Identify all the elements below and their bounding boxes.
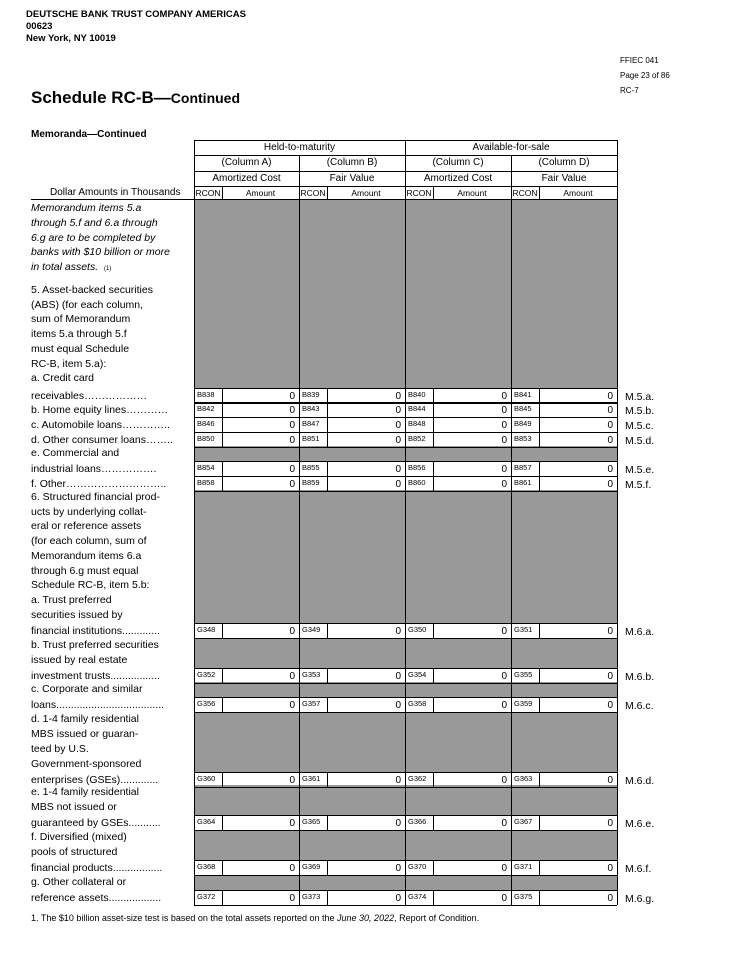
grid-hline: [194, 491, 617, 492]
grid-vline: [222, 772, 223, 787]
grid-hline: [194, 712, 617, 713]
grid-vline: [433, 697, 434, 712]
grid-vline: [222, 697, 223, 712]
amount-field[interactable]: 0: [289, 775, 295, 786]
grid-vline: [539, 668, 540, 683]
intro-line-5: [31, 260, 111, 277]
amount-field[interactable]: 0: [501, 479, 507, 490]
rcon-code: B847: [302, 419, 320, 428]
rcon-code: B844: [408, 404, 426, 413]
rcon-code: B849: [514, 419, 532, 428]
rcon-code: G366: [408, 817, 427, 826]
item-reference: M.5.d.: [625, 435, 655, 447]
grid-hline: [194, 890, 617, 891]
schedule-title: Schedule RC-B—: [31, 88, 171, 107]
amount-field[interactable]: 0: [395, 863, 401, 874]
bank-name: DEUTSCHE BANK TRUST COMPANY AMERICAS: [26, 9, 246, 20]
grid-hline: [194, 417, 617, 418]
col-b-header: (Column B): [326, 157, 378, 168]
grid-hline: [194, 830, 617, 831]
amount-field[interactable]: 0: [289, 464, 295, 475]
grid-vline: [539, 890, 540, 905]
rcon-code: G373: [302, 892, 321, 901]
item5-line-6: RC-B, item 5.a):: [31, 357, 107, 370]
item6-line-4: (for each column, sum of: [31, 535, 147, 548]
item-reference: M.5.a.: [625, 391, 655, 403]
grid-hline: [194, 388, 617, 389]
grid-hline: [194, 476, 617, 477]
grid-vline: [327, 476, 328, 491]
amount-field[interactable]: 0: [501, 626, 507, 637]
footnote-date: June 30, 2022: [337, 913, 395, 923]
footnote-marker: (1): [103, 266, 112, 272]
rcon-code: G355: [514, 670, 533, 679]
rcon-code: G368: [197, 862, 216, 871]
amount-field[interactable]: 0: [289, 671, 295, 682]
item-reference: M.6.g.: [625, 893, 655, 905]
continued-label: Continued: [170, 90, 241, 106]
amount-field[interactable]: 0: [607, 420, 613, 431]
amount-field[interactable]: 0: [607, 626, 613, 637]
amount-field[interactable]: 0: [501, 671, 507, 682]
grid-vline: [539, 402, 540, 417]
grid-vline: [539, 623, 540, 638]
grid-hline: [194, 772, 617, 773]
rcon-code: G359: [514, 699, 533, 708]
item5-line-7: a. Credit card: [31, 372, 95, 385]
grid-vline: [327, 890, 328, 905]
page-number: Page 23 of 86: [620, 71, 670, 80]
col-b-amount: Amount: [351, 188, 381, 198]
rcon-code: B857: [514, 463, 532, 472]
item5-line-1: 5. Asset-backed securities: [31, 284, 153, 296]
rcon-code: B853: [514, 434, 532, 443]
row-label: loans.....................................: [31, 699, 165, 711]
grid-vline: [222, 402, 223, 417]
rcon-code: B859: [302, 478, 320, 487]
row-label: c. Automobile loans…………..: [31, 419, 170, 431]
grid-vline: [327, 388, 328, 403]
item5-line-2: (ABS) (for each column,: [31, 298, 144, 311]
label-m6d-1: d. 1-4 family residential: [31, 713, 139, 725]
amount-field[interactable]: 0: [395, 435, 401, 446]
afs-header: Available-for-sale: [472, 142, 550, 153]
rcon-code: G353: [302, 670, 321, 679]
label-m6d-2: MBS issued or guaran-: [31, 728, 139, 740]
amount-field[interactable]: 0: [289, 391, 295, 402]
amount-field[interactable]: 0: [395, 893, 401, 904]
intro-line-2: through 5.f and 6.a through: [31, 217, 158, 229]
page-title: [31, 88, 240, 108]
grid-vline: [539, 860, 540, 875]
footnote: [31, 913, 479, 923]
amount-field[interactable]: 0: [501, 391, 507, 402]
rcon-code: B852: [408, 434, 426, 443]
grid-hline: [194, 432, 617, 433]
row-label: b. Home equity lines…………: [31, 404, 169, 416]
grid-vline: [222, 860, 223, 875]
grid-vline: [511, 155, 512, 905]
grid-hline: [194, 623, 617, 624]
item5-line-4: items 5.a through 5.f: [31, 328, 127, 341]
grid-hline: [194, 815, 617, 816]
grid-hline: [194, 697, 617, 698]
row-label: guaranteed by GSEs...........: [31, 817, 161, 829]
label-m6b-2: issued by real estate: [31, 654, 128, 666]
rcon-code: G351: [514, 625, 533, 634]
col-d-amount: Amount: [563, 188, 593, 198]
grid-vline: [327, 668, 328, 683]
grid-vline: [327, 772, 328, 787]
amount-field[interactable]: 0: [289, 420, 295, 431]
col-d-rcon: RCON: [512, 188, 538, 198]
rcon-code: B839: [302, 390, 320, 399]
col-a-amount: Amount: [245, 188, 276, 198]
rcon-code: B841: [514, 390, 532, 399]
grid-hline: [194, 787, 617, 788]
rcon-code: G352: [197, 670, 216, 679]
col-b-subheader: Fair Value: [329, 173, 375, 184]
item-reference: M.6.a.: [625, 626, 655, 638]
grid-hline: [194, 461, 617, 462]
rcon-code: B838: [197, 390, 215, 399]
grid-vline: [327, 860, 328, 875]
row-label: f. Other………………………..: [31, 478, 167, 490]
item-reference: M.5.c.: [625, 420, 654, 432]
rc-code: RC-7: [620, 86, 639, 95]
label-m6e-1: e. 1-4 family residential: [31, 786, 139, 798]
grid-vline: [222, 623, 223, 638]
item6-line-7: Schedule RC-B, item 5.b:: [31, 579, 150, 592]
col-d-subheader: Fair Value: [541, 173, 587, 184]
amount-field[interactable]: 0: [501, 420, 507, 431]
label-m6d-4: Government-sponsored: [31, 758, 142, 770]
amount-field[interactable]: 0: [501, 818, 507, 829]
row-label: investment trusts.................: [31, 670, 160, 682]
item6-line-9: securities issued by: [31, 608, 123, 621]
amount-field[interactable]: 0: [395, 479, 401, 490]
grid-hline: [194, 402, 617, 403]
rcon-code: G357: [302, 699, 321, 708]
grid-vline: [539, 476, 540, 491]
col-a-rcon: RCON: [195, 188, 221, 198]
grid-vline: [327, 461, 328, 476]
item5-line-5: must equal Schedule: [31, 342, 130, 355]
grid-vline: [539, 815, 540, 830]
item-reference: M.6.b.: [625, 671, 655, 683]
row-label: d. Other consumer loans……..: [31, 434, 173, 446]
amount-field[interactable]: 0: [607, 391, 613, 402]
item6-line-3: eral or reference assets: [31, 520, 142, 533]
label-m5e-head: e. Commercial and: [31, 447, 120, 459]
grid-vline: [539, 461, 540, 476]
label-m6b-1: b. Trust preferred securities: [31, 639, 159, 651]
grid-vline: [539, 388, 540, 403]
rcon-code: G350: [408, 625, 427, 634]
col-c-header: (Column C): [432, 157, 484, 168]
item-reference: M.6.d.: [625, 775, 655, 787]
grid-hline: [194, 447, 617, 448]
rcon-code: B861: [514, 478, 532, 487]
rcon-code: B850: [197, 434, 215, 443]
rcon-code: G372: [197, 892, 216, 901]
rcon-code: G354: [408, 670, 427, 679]
item6-line-2: ucts by underlying collat-: [31, 505, 147, 518]
amount-field[interactable]: 0: [395, 818, 401, 829]
rcon-code: G348: [197, 625, 216, 634]
rcon-code: G369: [302, 862, 321, 871]
amount-field[interactable]: 0: [395, 391, 401, 402]
amount-field[interactable]: 0: [395, 405, 401, 416]
rcon-code: G349: [302, 625, 321, 634]
rcon-code: G362: [408, 774, 427, 783]
rcon-code: G356: [197, 699, 216, 708]
rcon-code: B858: [197, 478, 215, 487]
rcon-code: G358: [408, 699, 427, 708]
grid-vline: [222, 476, 223, 491]
row-label: financial institutions.............: [31, 625, 160, 637]
rcon-code: B846: [197, 419, 215, 428]
grid-hline: [194, 683, 617, 684]
grid-vline: [327, 697, 328, 712]
col-c-subheader: Amortized Cost: [423, 173, 493, 184]
grid-vline: [433, 623, 434, 638]
grid-vline: [433, 186, 434, 200]
grid-hline: [194, 875, 617, 876]
grid-hline: [194, 638, 617, 639]
intro-line-4: banks with $10 billion or more: [31, 246, 170, 258]
amount-field[interactable]: 0: [607, 775, 613, 786]
grid-vline: [327, 417, 328, 432]
bank-header: [26, 9, 246, 45]
grid-vline: [433, 772, 434, 787]
item6-line-8: a. Trust preferred: [31, 593, 112, 606]
grid-vline: [194, 140, 195, 905]
label-m6f-1: f. Diversified (mixed): [31, 831, 127, 843]
grid-vline: [222, 186, 223, 200]
grid-vline: [327, 402, 328, 417]
amount-field[interactable]: 0: [501, 863, 507, 874]
grid-vline: [327, 815, 328, 830]
intro-line-1: Memorandum items 5.a: [31, 202, 142, 214]
rcon-code: G374: [408, 892, 427, 901]
amount-field[interactable]: 0: [607, 405, 613, 416]
amount-field[interactable]: 0: [607, 893, 613, 904]
amount-field[interactable]: 0: [501, 435, 507, 446]
amount-field[interactable]: 0: [395, 700, 401, 711]
label-m6g-1: g. Other collateral or: [31, 876, 127, 888]
grid-vline: [222, 388, 223, 403]
grid-vline: [539, 417, 540, 432]
footnote-end: , Report of Condition.: [394, 913, 480, 923]
grid-vline: [222, 668, 223, 683]
amount-field[interactable]: 0: [607, 435, 613, 446]
amount-field[interactable]: 0: [289, 893, 295, 904]
grid-vline: [433, 388, 434, 403]
rcon-code: B840: [408, 390, 426, 399]
row-label: enterprises (GSEs).............: [31, 774, 159, 786]
form-info: [620, 53, 670, 98]
grid-vline: [539, 432, 540, 447]
rcon-code: B855: [302, 463, 320, 472]
grid-hline: [194, 860, 617, 861]
grid-vline: [327, 186, 328, 200]
amount-field[interactable]: 0: [607, 479, 613, 490]
grid-vline: [433, 815, 434, 830]
amount-field[interactable]: 0: [607, 671, 613, 682]
item-reference: M.5.e.: [625, 464, 655, 476]
amount-field[interactable]: 0: [395, 775, 401, 786]
grid-vline: [433, 860, 434, 875]
item6-line-1: 6. Structured financial prod-: [31, 491, 160, 503]
col-a-subheader: Amortized Cost: [212, 173, 281, 184]
label-m6d-3: teed by U.S.: [31, 743, 89, 755]
grid-vline: [433, 890, 434, 905]
item-reference: M.6.e.: [625, 818, 655, 830]
rcon-code: G361: [302, 774, 321, 783]
bank-id: 00623: [26, 21, 53, 32]
label-m6f-2: pools of structured: [31, 846, 118, 858]
grid-vline: [539, 186, 540, 200]
rcon-code: B842: [197, 404, 215, 413]
grid-hline: [194, 668, 617, 669]
ffiec-form: FFIEC 041: [620, 56, 659, 65]
intro-line-3: 6.g are to be completed by: [31, 232, 156, 244]
item-reference: M.6.f.: [625, 863, 652, 875]
grid-hline: [194, 905, 617, 906]
amount-field[interactable]: 0: [395, 626, 401, 637]
dollar-amounts-label: Dollar Amounts in Thousands: [50, 187, 181, 198]
amount-field[interactable]: 0: [607, 818, 613, 829]
rcon-code: G375: [514, 892, 533, 901]
grid-vline: [617, 140, 618, 905]
label-m6e-2: MBS not issued or: [31, 801, 117, 813]
amount-field[interactable]: 0: [607, 863, 613, 874]
grid-vline: [327, 623, 328, 638]
grid-vline: [299, 155, 300, 905]
col-d-header: (Column D): [538, 157, 590, 168]
amount-field[interactable]: 0: [501, 464, 507, 475]
amount-field[interactable]: 0: [289, 626, 295, 637]
item-reference: M.5.f.: [625, 479, 652, 491]
rcon-code: G367: [514, 817, 533, 826]
grid-vline: [433, 476, 434, 491]
grid-vline: [405, 140, 406, 905]
grid-vline: [433, 402, 434, 417]
grid-vline: [539, 697, 540, 712]
htm-header: Held-to-maturity: [263, 142, 336, 153]
intro-line-5-text: in total assets.: [31, 261, 99, 273]
rcon-code: G370: [408, 862, 427, 871]
rcon-code: B843: [302, 404, 320, 413]
amount-field[interactable]: 0: [395, 420, 401, 431]
rcon-code: G363: [514, 774, 533, 783]
amount-field[interactable]: 0: [289, 700, 295, 711]
grid-vline: [539, 772, 540, 787]
amount-field[interactable]: 0: [607, 700, 613, 711]
amount-field[interactable]: 0: [501, 775, 507, 786]
row-label: reference assets..................: [31, 892, 162, 904]
grid-vline: [433, 417, 434, 432]
amount-field[interactable]: 0: [289, 435, 295, 446]
amount-field[interactable]: 0: [607, 464, 613, 475]
grid-vline: [222, 815, 223, 830]
amount-field[interactable]: 0: [289, 818, 295, 829]
rcon-code: G365: [302, 817, 321, 826]
rcon-code: B848: [408, 419, 426, 428]
rcon-code: B854: [197, 463, 215, 472]
item6-line-6: through 6.g must equal: [31, 564, 139, 577]
amount-field[interactable]: 0: [289, 405, 295, 416]
col-c-rcon: RCON: [406, 188, 432, 198]
rcon-code: G360: [197, 774, 216, 783]
item5-line-3: sum of Memorandum: [31, 313, 131, 326]
grid-vline: [433, 432, 434, 447]
memoranda-heading: Memoranda—Continued: [31, 129, 147, 140]
grid-vline: [222, 890, 223, 905]
item6-line-5: Memorandum items 6.a: [31, 549, 142, 562]
col-b-rcon: RCON: [300, 188, 326, 198]
rcon-code: B851: [302, 434, 320, 443]
grid-vline: [222, 417, 223, 432]
amount-field[interactable]: 0: [501, 700, 507, 711]
amount-field[interactable]: 0: [395, 671, 401, 682]
label-m6c-1: c. Corporate and similar: [31, 683, 143, 695]
col-c-amount: Amount: [457, 188, 487, 198]
col-a-header: (Column A): [221, 157, 272, 168]
item-reference: M.6.c.: [625, 700, 654, 712]
row-label: financial products.................: [31, 862, 163, 874]
bank-city: New York, NY 10019: [26, 33, 116, 44]
grid-hline: [194, 403, 617, 404]
amount-field[interactable]: 0: [289, 863, 295, 874]
item-reference: M.5.b.: [625, 405, 655, 417]
row-label: industrial loans…………….: [31, 463, 157, 475]
grid-vline: [433, 461, 434, 476]
rcon-code: B845: [514, 404, 532, 413]
amount-field[interactable]: 0: [289, 479, 295, 490]
grid-vline: [222, 461, 223, 476]
rcon-code: B856: [408, 463, 426, 472]
grid-vline: [433, 668, 434, 683]
footnote-text: 1. The $10 billion asset-size test is based on the total assets reported on the: [31, 913, 338, 923]
rcon-code: B860: [408, 478, 426, 487]
rcon-code: G364: [197, 817, 216, 826]
rcon-code: G371: [514, 862, 533, 871]
row-label: receivables………………: [31, 390, 148, 402]
amount-field[interactable]: 0: [501, 893, 507, 904]
grid-vline: [327, 432, 328, 447]
amount-field[interactable]: 0: [501, 405, 507, 416]
grid-hline: [31, 199, 617, 200]
grid-vline: [222, 432, 223, 447]
amount-field[interactable]: 0: [395, 464, 401, 475]
